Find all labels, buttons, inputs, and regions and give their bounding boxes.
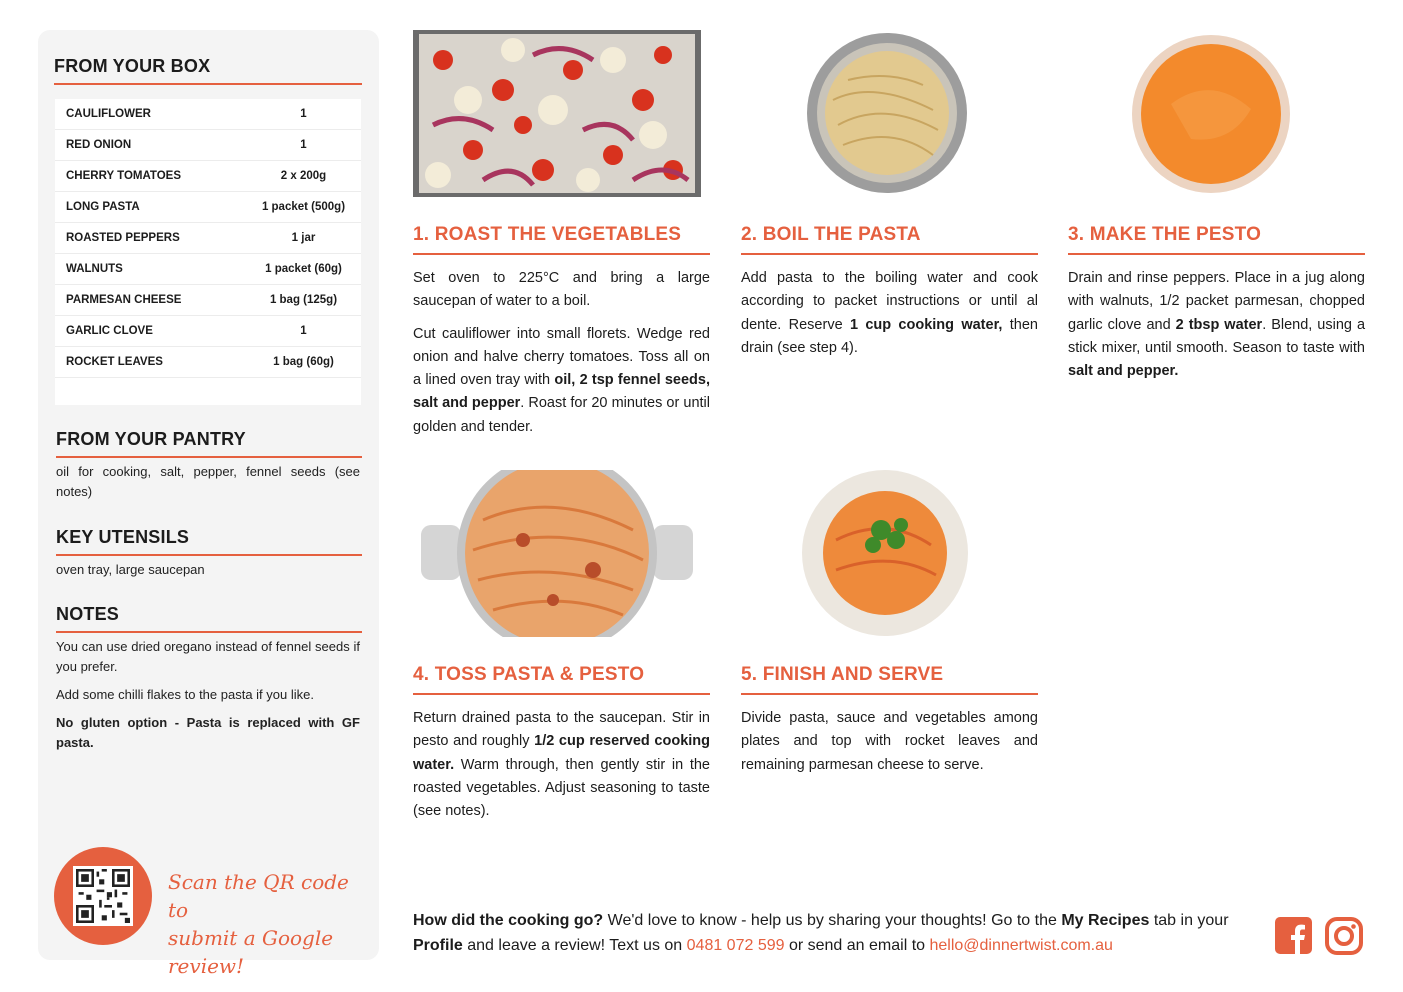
step-3-title: 3. MAKE THE PESTO: [1068, 224, 1365, 255]
text-run: Cut cauliflower into small florets. Wedge red onion and halve cherry tomatoes. Toss all on a lined oven tray with: [413, 325, 710, 389]
from-your-pantry-heading: FROM YOUR PANTRY: [56, 429, 362, 458]
text-run: Add pasta to the boiling water and cook according to packet instructions or until al dente. Reserve: [741, 270, 1038, 333]
ingredient-qty: 1: [300, 139, 307, 151]
ingredient-qty: 1 packet (500g): [261, 201, 346, 213]
text-run: Return drained pasta to the saucepan. Stir in pesto and roughly: [413, 710, 710, 750]
step-paragraph: [413, 707, 710, 823]
email-link[interactable]: hello@dinnertwist.com.au: [929, 937, 1113, 954]
table-row: [55, 192, 361, 223]
text-run: We'd love to know - help us by sharing your thoughts! Go to the: [603, 912, 1062, 929]
ingredient-qty: 1 packet (60g): [265, 263, 342, 275]
qr-review-prompt: [168, 868, 368, 980]
instagram-icon[interactable]: [1325, 917, 1363, 960]
roast-vegetables-tray-photo: [413, 30, 701, 197]
notes-list: [56, 637, 360, 761]
step-5-title: 5. FINISH AND SERVE: [741, 664, 1038, 695]
ingredient-qty: 2 x 200g: [280, 170, 327, 182]
qr-prompt-line: submit a Google review!: [168, 926, 334, 978]
text-run: or send an email to: [784, 937, 930, 954]
phone-link[interactable]: 0481 072 599: [686, 937, 785, 954]
step-3-instructions: [1068, 267, 1365, 392]
ingredient-name: RED ONION: [66, 139, 132, 151]
table-row: [55, 99, 361, 130]
key-utensils-heading: KEY UTENSILS: [56, 527, 362, 556]
text-bold: 1/2 cup reserved cooking water.: [413, 733, 711, 773]
table-row: [55, 130, 361, 161]
note-item: Add some chilli flakes to the pasta if you like.: [56, 687, 314, 702]
note-item: No gluten option - Pasta is replaced with GF pasta.: [56, 715, 360, 750]
text-run: tab in your: [1149, 912, 1229, 929]
step-paragraph: Set oven to 225°C and bring a large saucepan of water to a boil.: [413, 270, 710, 310]
ingredient-name: PARMESAN CHEESE: [66, 294, 182, 306]
feedback-footer: [413, 908, 1253, 958]
table-row: [55, 161, 361, 192]
note-item: You can use dried oregano instead of fennel seeds if you prefer.: [56, 639, 360, 674]
footer-question: How did the cooking go?: [413, 912, 604, 929]
ingredient-name: CAULIFLOWER: [66, 108, 151, 120]
notes-heading: NOTES: [56, 604, 362, 633]
my-recipes-label: My Recipes: [1061, 912, 1150, 929]
pesto-bowl-photo: [1131, 34, 1291, 194]
text-run: Warm through, then gently stir in the roasted vegetables. Adjust seasoning to taste (see notes).: [413, 756, 710, 820]
ingredient-qty: 1 jar: [291, 232, 316, 244]
step-2-instructions: [741, 267, 1038, 369]
text-bold: oil, 2 tsp fennel seeds, salt and pepper: [413, 372, 710, 412]
table-row: [55, 254, 361, 285]
step-paragraph: [1068, 267, 1365, 383]
step-4-title: 4. TOSS PASTA & PESTO: [413, 664, 710, 695]
table-row: [55, 223, 361, 254]
qr-badge[interactable]: [54, 847, 152, 945]
ingredient-qty: 1: [300, 325, 307, 337]
step-paragraph: Divide pasta, sauce and vegetables among plates and top with rocket leaves and remaining parmesan cheese to serve.: [741, 710, 1038, 773]
text-run: and leave a review! Text us on: [462, 937, 687, 954]
ingredient-qty: 1: [300, 108, 307, 120]
text-run: then drain (see step 4).: [741, 316, 1038, 356]
ingredient-qty: 1 bag (125g): [269, 294, 338, 306]
step-1-instructions: [413, 267, 710, 448]
utensils-text: oven tray, large saucepan: [56, 562, 205, 577]
ingredient-name: ROCKET LEAVES: [66, 356, 163, 368]
text-run: . Roast for 20 minutes or until golden and tender.: [413, 395, 710, 435]
text-bold: 2 tbsp water: [1175, 316, 1263, 333]
ingredient-qty: 1 bag (60g): [273, 356, 334, 368]
plated-pasta-photo: [801, 470, 969, 637]
pasta-colander-photo: [803, 30, 971, 197]
ingredient-name: LONG PASTA: [66, 201, 140, 213]
facebook-icon[interactable]: [1275, 917, 1312, 959]
profile-label: Profile: [413, 937, 463, 954]
step-4-instructions: [413, 707, 710, 832]
ingredient-name: CHERRY TOMATOES: [66, 170, 182, 182]
ingredient-name: WALNUTS: [66, 263, 123, 275]
step-5-instructions: [741, 707, 1038, 786]
pantry-text: oil for cooking, salt, pepper, fennel seeds (see notes): [56, 464, 360, 499]
table-row: [55, 285, 361, 316]
step-1-title: 1. ROAST THE VEGETABLES: [413, 224, 710, 255]
pasta-saucepan-photo: [413, 470, 701, 637]
text-run: . Blend, using a stick mixer, until smooth. Season to taste with: [1068, 316, 1366, 356]
from-your-box-heading: FROM YOUR BOX: [54, 56, 362, 85]
ingredients-table: [55, 99, 361, 405]
text-run: Drain and rinse peppers. Place in a jug along with walnuts, 1/2 packet parmesan, chopped garlic clove and: [1068, 270, 1365, 333]
table-row: [55, 347, 361, 378]
ingredient-name: GARLIC CLOVE: [66, 325, 153, 337]
step-2-title: 2. BOIL THE PASTA: [741, 224, 1038, 255]
table-row: [55, 316, 361, 347]
qr-code-icon: [73, 866, 133, 926]
qr-prompt-line: Scan the QR code to: [168, 870, 349, 922]
text-bold: 1 cup cooking water,: [849, 316, 1003, 333]
ingredients-sidebar: [38, 30, 379, 978]
text-bold: salt and pepper.: [1068, 363, 1179, 380]
step-paragraph: [413, 323, 710, 439]
ingredient-name: ROASTED PEPPERS: [66, 232, 180, 244]
step-paragraph: [741, 267, 1038, 360]
